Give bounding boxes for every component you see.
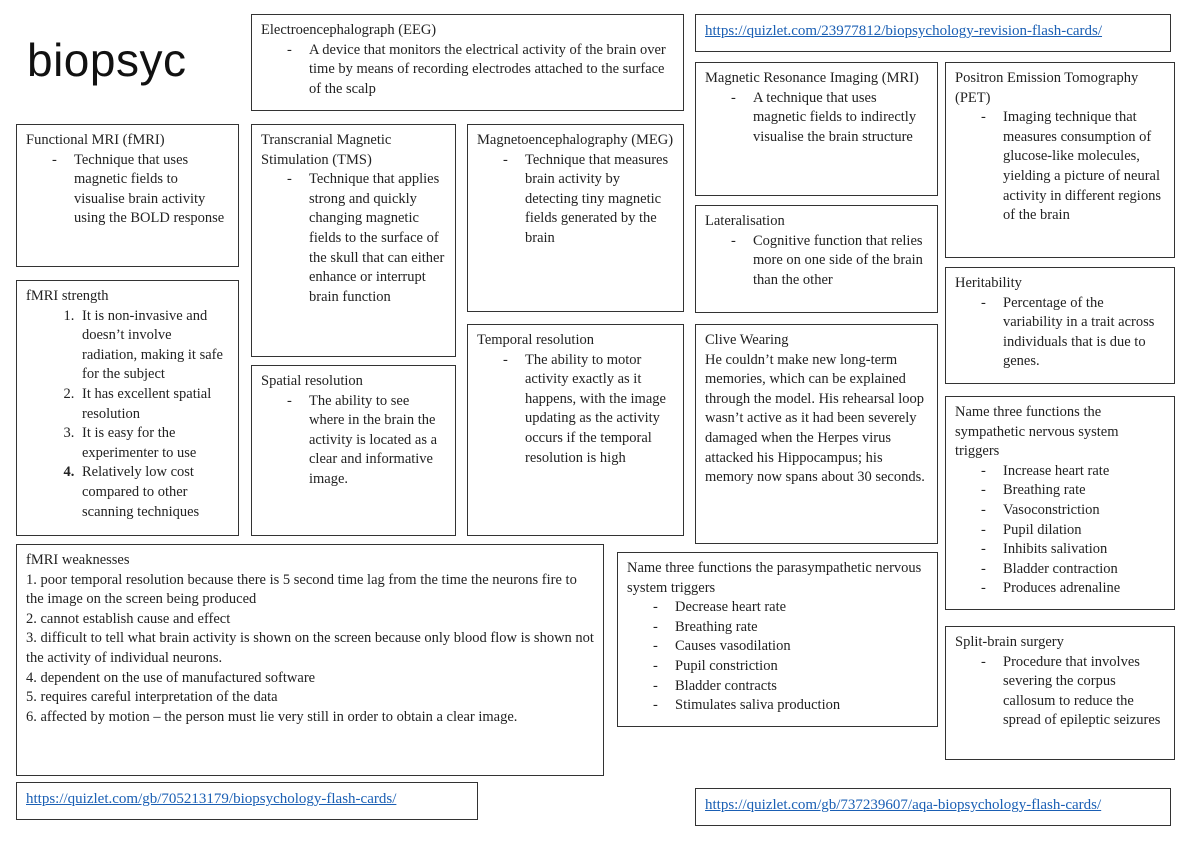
card-point: - Breathing rate [675, 618, 928, 638]
card-title: Heritability [955, 275, 1022, 291]
card-point: - The ability to motor activity exactly as it happens, with the image updating as the activity occurs if the temporal resolution is high [525, 351, 674, 469]
card-eeg [251, 14, 684, 111]
card-title: Name three functions the parasympathetic nervous system triggers [627, 560, 922, 596]
card-point: - A device that monitors the electrical activity of the brain over time by means of recording electrodes attached to the surface of the scalp [309, 41, 674, 100]
card-fmri [16, 124, 239, 267]
card-point: - Vasoconstriction [1003, 501, 1165, 521]
card-point: - Pupil dilation [1003, 521, 1165, 541]
card-spatial-resolution [251, 365, 456, 536]
link-box-bottom-right [695, 788, 1171, 826]
card-split-brain [945, 626, 1175, 760]
card-pet [945, 62, 1175, 258]
card-title: Spatial resolution [261, 373, 363, 389]
card-title: fMRI strength [26, 288, 109, 304]
card-title: Magnetoencephalography (MEG) [477, 132, 674, 148]
card-point: - Inhibits salivation [1003, 540, 1165, 560]
card-parasympathetic [617, 552, 938, 727]
quizlet-link-bottom-right[interactable]: https://quizlet.com/gb/737239607/aqa-biopsychology-flash-cards/ [705, 797, 1102, 813]
page-title: biopsyc [27, 34, 187, 86]
card-point: - Procedure that involves severing the corpus callosum to reduce the spread of epileptic seizures [1003, 653, 1165, 731]
card-point: - Produces adrenaline [1003, 579, 1165, 599]
card-title: Name three functions the sympathetic nervous system triggers [955, 404, 1119, 460]
card-point: - Increase heart rate [1003, 462, 1165, 482]
card-point: - Percentage of the variability in a trait across individuals that is due to genes. [1003, 294, 1165, 372]
card-meg [467, 124, 684, 312]
link-box-bottom-left [16, 782, 478, 820]
card-point: - Technique that measures brain activity by detecting tiny magnetic fields generated by the brain [525, 151, 674, 249]
quizlet-link-bottom-left[interactable]: https://quizlet.com/gb/705213179/biopsychology-flash-cards/ [26, 791, 397, 807]
card-title: Positron Emission Tomography (PET) [955, 70, 1139, 106]
weakness-line: 5. requires careful interpretation of the data [26, 689, 278, 706]
card-fmri-weaknesses [16, 544, 604, 776]
card-point: - The ability to see where in the brain the activity is located as a clear and informative image. [309, 392, 446, 490]
card-tms [251, 124, 456, 357]
card-mri [695, 62, 938, 196]
card-point: - Technique that uses magnetic fields to visualise brain activity using the BOLD response [74, 151, 229, 229]
card-point: - Stimulates saliva production [675, 696, 928, 716]
card-point: - A technique that uses magnetic fields to indirectly visualise the brain structure [753, 89, 928, 148]
card-sympathetic [945, 396, 1175, 610]
card-title: Transcranial Magnetic Stimulation (TMS) [261, 132, 392, 168]
card-point: - Pupil constriction [675, 657, 928, 677]
card-title: Lateralisation [705, 213, 785, 229]
card-point: - Imaging technique that measures consumption of glucose-like molecules, yielding a picture of neural activity in different regions of the brain [1003, 108, 1165, 226]
card-point: - Breathing rate [1003, 481, 1165, 501]
card-point: - Technique that applies strong and quickly changing magnetic fields to the surface of the skull that can either enhance or interrupt brain function [309, 170, 446, 307]
card-lateralisation [695, 205, 938, 313]
card-heritability [945, 267, 1175, 384]
card-point: - Cognitive function that relies more on one side of the brain than the other [753, 232, 928, 291]
card-point: - Causes vasodilation [675, 637, 928, 657]
card-title: Temporal resolution [477, 332, 594, 348]
card-title: Functional MRI (fMRI) [26, 132, 165, 148]
card-title: Split-brain surgery [955, 634, 1064, 650]
card-temporal-resolution [467, 324, 684, 536]
list-item: 2. It has excellent spatial resolution [78, 385, 229, 424]
weakness-line: 1. poor temporal resolution because there is 5 second time lag from the time the neurons fire to the image on the screen being produced [26, 571, 577, 608]
weakness-line: 2. cannot establish cause and effect [26, 610, 231, 627]
list-item: 3. It is easy for the experimenter to use [78, 424, 229, 463]
card-title: fMRI weaknesses [26, 552, 130, 568]
card-point: - Bladder contraction [1003, 560, 1165, 580]
weakness-line: 6. affected by motion – the person must lie very still in order to obtain a clear image. [26, 708, 518, 725]
weakness-line: 3. difficult to tell what brain activity is shown on the screen because only blood flow is shown not the activity of individual neurons. [26, 630, 594, 666]
card-title: Magnetic Resonance Imaging (MRI) [705, 70, 919, 86]
card-point: - Decrease heart rate [675, 598, 928, 618]
card-point: - Bladder contracts [675, 677, 928, 697]
card-fmri-strength [16, 280, 239, 536]
quizlet-link-top[interactable]: https://quizlet.com/23977812/biopsychology-revision-flash-cards/ [705, 23, 1103, 39]
card-text: He couldn’t make new long-term memories, which can be explained through the model. His rehearsal loop wasn’t active as it had been severely damaged when the Herpes virus attacked his Hippocampus; his memory now spans about 30 seconds. [705, 351, 925, 486]
link-box-top [695, 14, 1171, 52]
list-item: 4. Relatively low cost compared to other scanning techniques [78, 463, 229, 522]
list-item: 1. It is non-invasive and doesn’t involve radiation, making it safe for the subject [78, 307, 229, 385]
weakness-line: 4. dependent on the use of manufactured software [26, 669, 316, 686]
card-title: Clive Wearing [705, 332, 789, 348]
card-clive-wearing [695, 324, 938, 544]
card-title: Electroencephalograph (EEG) [261, 22, 437, 38]
